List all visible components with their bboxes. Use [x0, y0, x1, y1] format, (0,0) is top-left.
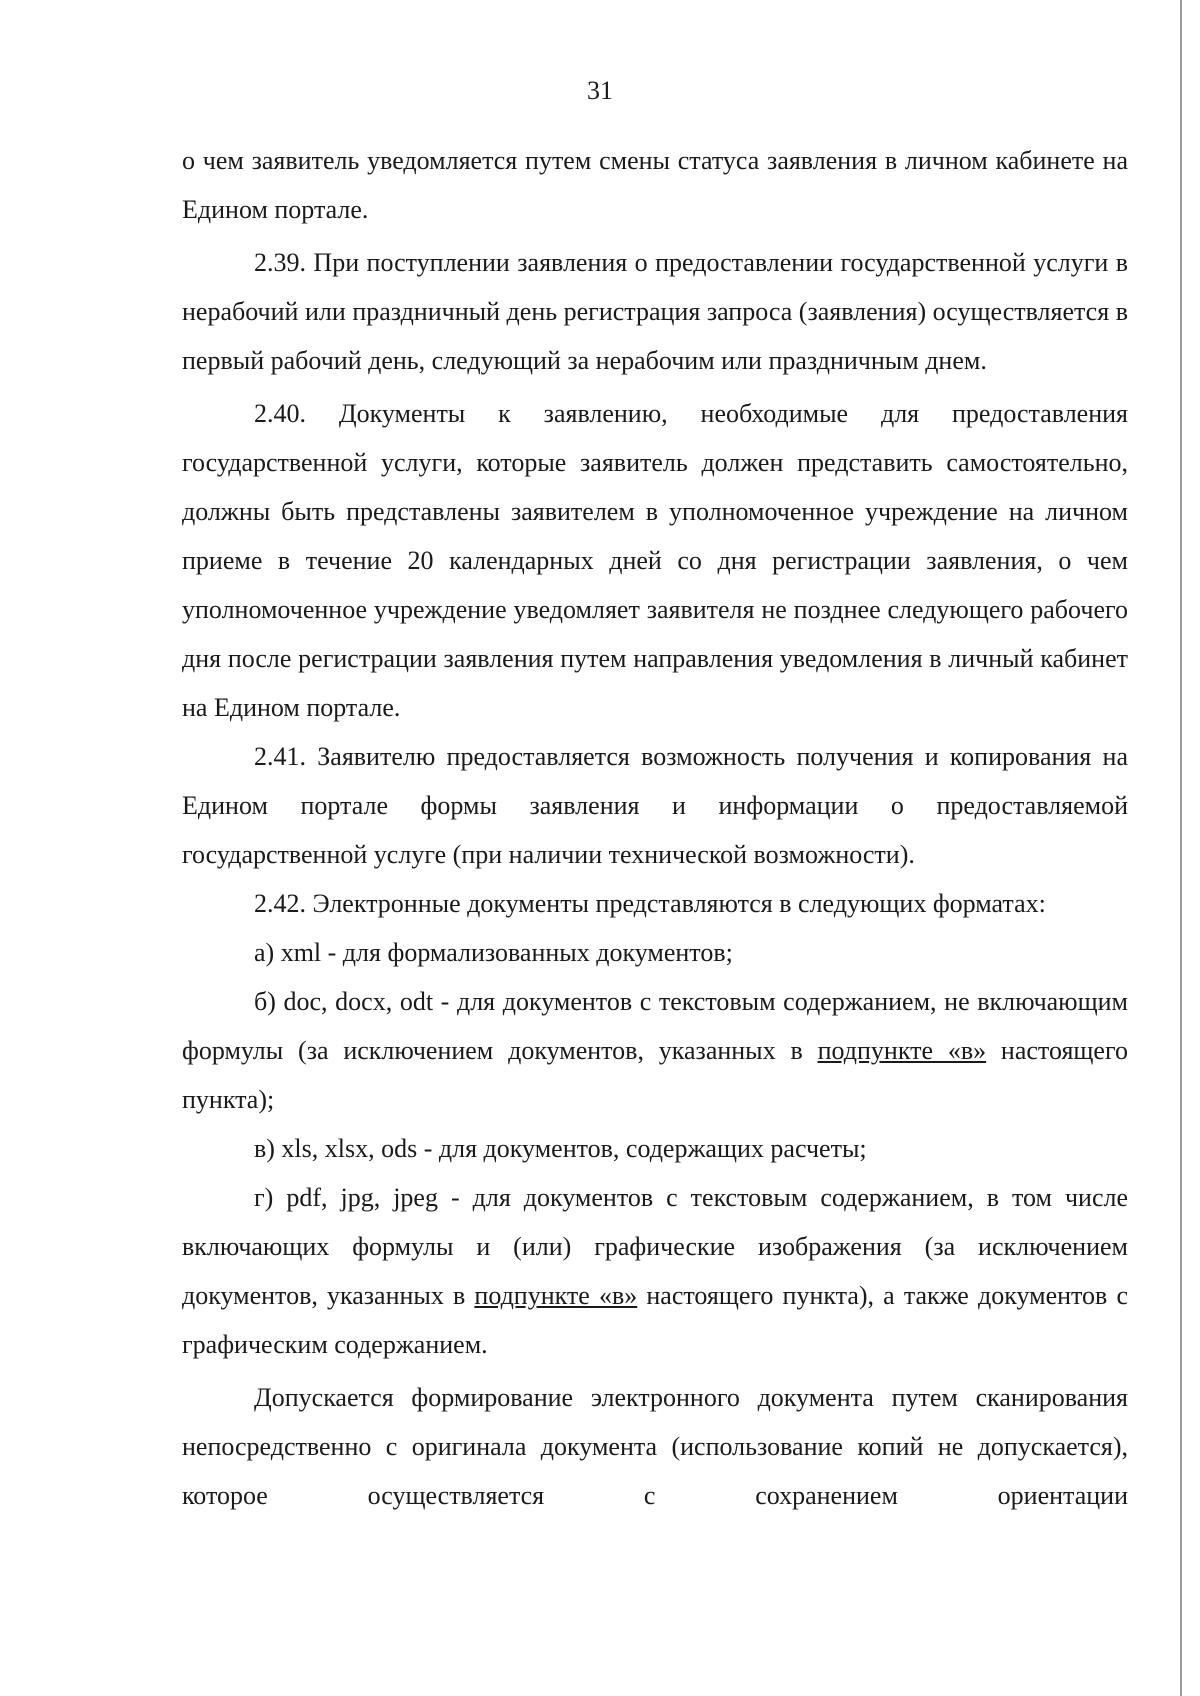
paragraph-2-42: 2.42. Электронные документы представляются в следующих форматах:	[254, 889, 1046, 918]
document-body	[182, 136, 1128, 1520]
page-number: 31	[587, 76, 613, 105]
item-b-text-start: б) doc, docx, odt - для документов с текстовым содержанием, не включающим формулы (за исключением документов, указанных в	[182, 987, 1128, 1065]
item-g-subpoint-link[interactable]: подпункте «в»	[474, 1281, 638, 1310]
paragraph-continuation: о чем заявитель уведомляется путем смены статуса заявления в личном кабинете на Едином портале.	[182, 146, 1128, 224]
page-edge-line	[1180, 0, 1182, 1696]
item-b-text-end: настоящего пункта);	[182, 1036, 1128, 1114]
item-g-text-end: настоящего пункта), а также документов с графическим содержанием.	[182, 1281, 1128, 1359]
item-b-subpoint-link[interactable]: подпункте «в»	[817, 1036, 987, 1065]
paragraph-item-v: в) xls, xlsx, ods - для документов, содержащих расчеты;	[254, 1134, 867, 1163]
paragraph-item-a: а) xml - для формализованных документов;	[254, 938, 733, 967]
paragraph-scan: Допускается формирование электронного документа путем сканирования непосредственно с оригинала документа (использование копий не допускается), которое осуществляется с сохранением ориентации	[182, 1383, 1128, 1510]
paragraph-2-41: 2.41. Заявителю предоставляется возможность получения и копирования на Едином портале формы заявления и информации о предоставляемой государственной услуге (при наличии технической возможности).	[182, 742, 1128, 869]
paragraph-2-40: 2.40. Документы к заявлению, необходимые для предоставления государственной услуги, которые заявитель должен представить самостоятельно, должны быть представлены заявителем в уполномоченное учреждение на личном приеме в течение 20 календарных дней со дня регистрации заявления, о чем уполномоченное учреждение уведомляет заявителя не позднее следующего рабочего дня после регистрации заявления путем направления уведомления в личный кабинет на Едином портале.	[182, 399, 1128, 722]
paragraph-item-g	[182, 1173, 1128, 1369]
paragraph-2-39: 2.39. При поступлении заявления о предоставлении государственной услуги в нерабочий или праздничный день регистрация запроса (заявления) осуществляется в первый рабочий день, следующий за нерабочим или праздничным днем.	[182, 248, 1128, 375]
paragraph-item-b	[182, 977, 1128, 1124]
item-g-text-start: г) pdf, jpg, jpeg - для документов с текстовым содержанием, в том числе включающих формулы и (или) графические изображения (за исключением документов, указанных в	[182, 1183, 1128, 1310]
